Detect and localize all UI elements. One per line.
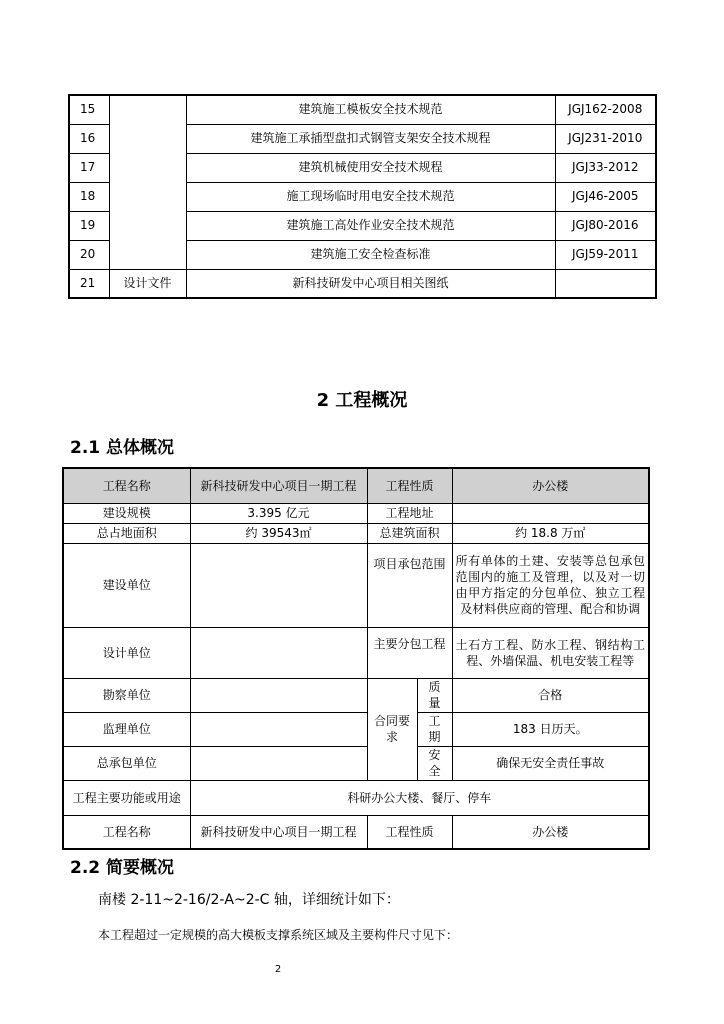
row-number: 15	[69, 95, 109, 124]
table-row	[63, 746, 649, 780]
row-number: 19	[69, 211, 109, 240]
standards-table	[68, 94, 657, 299]
section-title: 2 工程概况	[316, 390, 408, 411]
category-label: 设计文件	[109, 269, 186, 298]
project-name-label: 工程名称	[63, 468, 190, 503]
project-name-label: 工程名称	[63, 815, 190, 849]
safety-label: 安全	[417, 746, 452, 780]
table-row	[63, 678, 649, 712]
land-area: 约 39543㎡	[190, 523, 367, 543]
category-cell	[109, 95, 186, 269]
page-number: 2	[274, 964, 282, 975]
designer-label: 设计单位	[63, 627, 190, 678]
standard-name: 建筑施工承插型盘扣式钢管支架安全技术规程	[186, 124, 555, 153]
standard-code: JGJ231-2010	[555, 124, 656, 153]
table-row	[63, 543, 649, 627]
scale: 3.395 亿元	[190, 503, 367, 523]
standard-name: 新科技研发中心项目相关图纸	[186, 269, 555, 298]
supervisor	[190, 712, 367, 746]
building-area-label: 总建筑面积	[367, 523, 452, 543]
standard-code: JGJ80-2016	[555, 211, 656, 240]
standard-name: 建筑施工安全检查标准	[186, 240, 555, 269]
row-number: 16	[69, 124, 109, 153]
row-number: 17	[69, 153, 109, 182]
standard-name: 建筑施工模板安全技术规范	[186, 95, 555, 124]
scale-label: 建设规模	[63, 503, 190, 523]
standard-name: 施工现场临时用电安全技术规范	[186, 182, 555, 211]
standard-name: 建筑施工高处作业安全技术规范	[186, 211, 555, 240]
table-row	[63, 627, 649, 678]
table-row	[63, 780, 649, 815]
subcontract: 土石方工程、防水工程、钢结构工程、外墙保温、机电安装工程等	[452, 627, 649, 678]
overview-table	[62, 467, 650, 850]
row-number: 21	[69, 269, 109, 298]
function: 科研办公大楼、餐厅、停车	[190, 780, 649, 815]
paragraph-axis-range: 南楼 2-11~2-16/2-A~2-C 轴，详细统计如下：	[98, 892, 400, 908]
survey-label: 勘察单位	[63, 678, 190, 712]
designer	[190, 627, 367, 678]
nature-label: 工程性质	[367, 815, 452, 849]
contract-req-label: 合同要求	[367, 678, 417, 780]
standard-name: 建筑机械使用安全技术规程	[186, 153, 555, 182]
quality-label: 质量	[417, 678, 452, 712]
table-row	[63, 503, 649, 523]
contract-scope-label: 项目承包范围	[367, 543, 452, 627]
standard-code	[555, 269, 656, 298]
row-number: 18	[69, 182, 109, 211]
table-row	[69, 269, 656, 298]
nature: 办公楼	[452, 815, 649, 849]
duration: 183 日历天。	[452, 712, 649, 746]
gc-label: 总承包单位	[63, 746, 190, 780]
paragraph-formwork-intro: 本工程超过一定规模的高大模板支撑系统区域及主要构件尺寸见下：	[98, 928, 459, 942]
table-row	[63, 523, 649, 543]
row-number: 20	[69, 240, 109, 269]
standard-code: JGJ162-2008	[555, 95, 656, 124]
owner-label: 建设单位	[63, 543, 190, 627]
subsection-heading-2-2: 2.2 简要概况	[70, 858, 175, 878]
nature-label: 工程性质	[367, 468, 452, 503]
subsection-heading-2-1: 2.1 总体概况	[70, 438, 175, 458]
quality: 合格	[452, 678, 649, 712]
gc	[190, 746, 367, 780]
table-row	[63, 815, 649, 849]
standard-code: JGJ59-2011	[555, 240, 656, 269]
table-row	[63, 712, 649, 746]
address-label: 工程地址	[367, 503, 452, 523]
table-row	[69, 95, 656, 124]
project-name: 新科技研发中心项目一期工程	[190, 815, 367, 849]
owner	[190, 543, 367, 627]
land-area-label: 总占地面积	[63, 523, 190, 543]
survey	[190, 678, 367, 712]
safety: 确保无安全责任事故	[452, 746, 649, 780]
subcontract-label: 主要分包工程	[367, 627, 452, 678]
address	[452, 503, 649, 523]
contract-scope: 所有单体的土建、安装等总包承包范围内的施工及管理，以及对一切由甲方指定的分包单位、独立工程及材料供应商的管理、配合和协调	[452, 543, 649, 627]
nature: 办公楼	[452, 468, 649, 503]
standard-code: JGJ33-2012	[555, 153, 656, 182]
building-area: 约 18.8 万㎡	[452, 523, 649, 543]
supervisor-label: 监理单位	[63, 712, 190, 746]
function-label: 工程主要功能或用途	[63, 780, 190, 815]
standard-code: JGJ46-2005	[555, 182, 656, 211]
project-name: 新科技研发中心项目一期工程	[190, 468, 367, 503]
table-row	[63, 468, 649, 503]
duration-label: 工期	[417, 712, 452, 746]
